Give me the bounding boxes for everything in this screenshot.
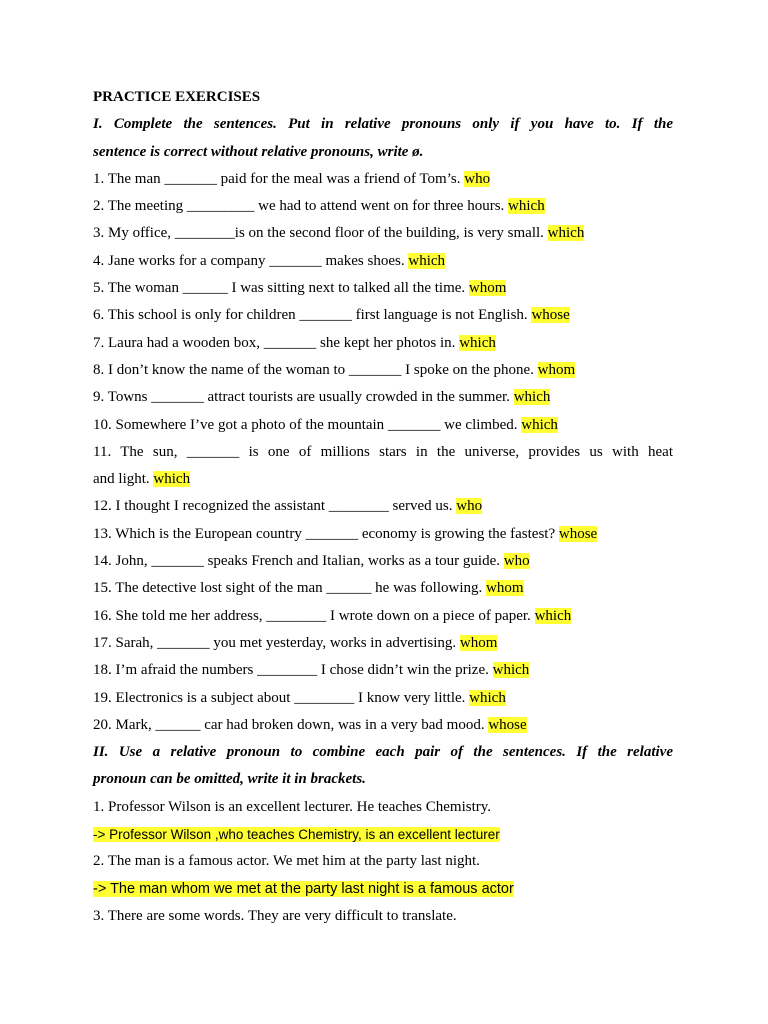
answer-highlight: whom — [486, 580, 524, 597]
answer-highlight: which — [408, 252, 446, 269]
answer-highlight: which — [521, 416, 558, 433]
exercise-item-8 — [93, 357, 673, 384]
item-text: 3. My office, ________is on the second floor of the building, is very small. — [93, 225, 544, 242]
exercise-item-1 — [93, 166, 673, 193]
exercise-item-16 — [93, 603, 673, 630]
exercise-item-13 — [93, 521, 673, 548]
exercise-item-9 — [93, 384, 673, 411]
item-text: 7. Laura had a wooden box, _______ she kept her photos in. — [93, 334, 456, 351]
exercise-item-20 — [93, 712, 673, 739]
exercise-item-15 — [93, 575, 673, 602]
section1-instruction-line1: I. Complete the sentences. Put in relative pronouns only if you have to. If the — [93, 116, 673, 133]
answer-highlight: which — [547, 225, 585, 242]
answer-highlight: which — [469, 689, 506, 706]
item-text: 5. The woman ______ I was sitting next to talked all the time. — [93, 280, 466, 297]
exercise-item-11-continuation — [93, 466, 673, 493]
item-text: 1. The man _______ paid for the meal was a friend of Tom’s. — [93, 170, 461, 187]
answer-highlight: whom — [468, 280, 507, 297]
answer-highlight: whose — [488, 716, 527, 733]
item-text: 8. I don’t know the name of the woman to _______ I spoke on the phone. — [93, 361, 534, 378]
combine-question-3: 3. There are some words. They are very difficult to translate. — [93, 907, 457, 924]
combine-question-1: 1. Professor Wilson is an excellent lecturer. He teaches Chemistry. — [93, 798, 492, 815]
answer-highlight: -> Professor Wilson ,who teaches Chemistry, is an excellent lecturer — [93, 827, 500, 843]
answer-highlight: whom — [459, 634, 498, 651]
answer-highlight: whom — [537, 361, 576, 378]
exercise-item-18 — [93, 657, 673, 684]
exercise-item-5 — [93, 275, 673, 302]
item-text: 6. This school is only for children _______ first language is not English. — [93, 307, 528, 324]
exercise-item-6 — [93, 302, 673, 329]
item-text: and light. — [93, 471, 150, 488]
exercise-item-7 — [93, 330, 673, 357]
exercise-item-2 — [93, 193, 673, 220]
exercise-item-11 — [93, 439, 673, 466]
answer-highlight: which — [513, 389, 551, 406]
exercise-item-3 — [93, 220, 673, 247]
answer-highlight: which — [459, 334, 496, 351]
answer-highlight: who — [464, 170, 491, 187]
item-text: 11. The sun, _______ is one of millions stars in the universe, provides us with heat — [93, 443, 673, 460]
exercise-item-12 — [93, 493, 673, 520]
combine-question-2: 2. The man is a famous actor. We met him at the party last night. — [93, 853, 480, 870]
item-text: 12. I thought I recognized the assistant ________ served us. — [93, 498, 453, 515]
answer-highlight: which — [492, 662, 530, 679]
item-text: 18. I’m afraid the numbers ________ I chose didn’t win the prize. — [93, 662, 489, 679]
answer-highlight: whose — [531, 307, 570, 324]
answer-highlight: whose — [558, 525, 598, 542]
exercise-item-19 — [93, 685, 673, 712]
section2-instruction-line2: pronoun can be omitted, write it in brackets. — [93, 771, 366, 788]
item-text: 10. Somewhere I’ve got a photo of the mountain _______ we climbed. — [93, 416, 518, 433]
item-text: 13. Which is the European country _______ economy is growing the fastest? — [93, 525, 556, 542]
item-text: 19. Electronics is a subject about ________ I know very little. — [93, 689, 466, 706]
item-text: 15. The detective lost sight of the man ______ he was following. — [93, 580, 483, 597]
page-title: PRACTICE EXERCISES — [93, 89, 261, 105]
item-text: 17. Sarah, _______ you met yesterday, works in advertising. — [93, 634, 457, 651]
item-text: 2. The meeting _________ we had to attend went on for three hours. — [93, 198, 505, 215]
answer-highlight: -> The man whom we met at the party last night is a famous actor — [93, 880, 514, 897]
exercise-item-10 — [93, 412, 673, 439]
answer-highlight: who — [456, 498, 483, 515]
answer-highlight: which — [153, 471, 191, 488]
exercise-item-4 — [93, 248, 673, 275]
item-text: 16. She told me her address, ________ I wrote down on a piece of paper. — [93, 607, 531, 624]
exercise-item-17 — [93, 630, 673, 657]
item-text: 4. Jane works for a company _______ makes shoes. — [93, 252, 405, 269]
worksheet — [93, 84, 673, 930]
answer-highlight: which — [508, 198, 545, 215]
combine-answer-2 — [93, 876, 673, 903]
combine-answer-1 — [93, 821, 673, 848]
item-text: 14. John, _______ speaks French and Italian, works as a tour guide. — [93, 553, 501, 570]
answer-highlight: which — [534, 607, 572, 624]
exercise-item-14 — [93, 548, 673, 575]
item-text: 9. Towns _______ attract tourists are usually crowded in the summer. — [93, 389, 510, 406]
section1-instruction-line2: sentence is correct without relative pronouns, write ø. — [93, 143, 424, 160]
item-text: 20. Mark, ______ car had broken down, was in a very bad mood. — [93, 716, 485, 733]
section2-instruction-line1: II. Use a relative pronoun to combine each pair of the sentences. If the relative — [93, 744, 673, 761]
answer-highlight: who — [503, 553, 530, 570]
